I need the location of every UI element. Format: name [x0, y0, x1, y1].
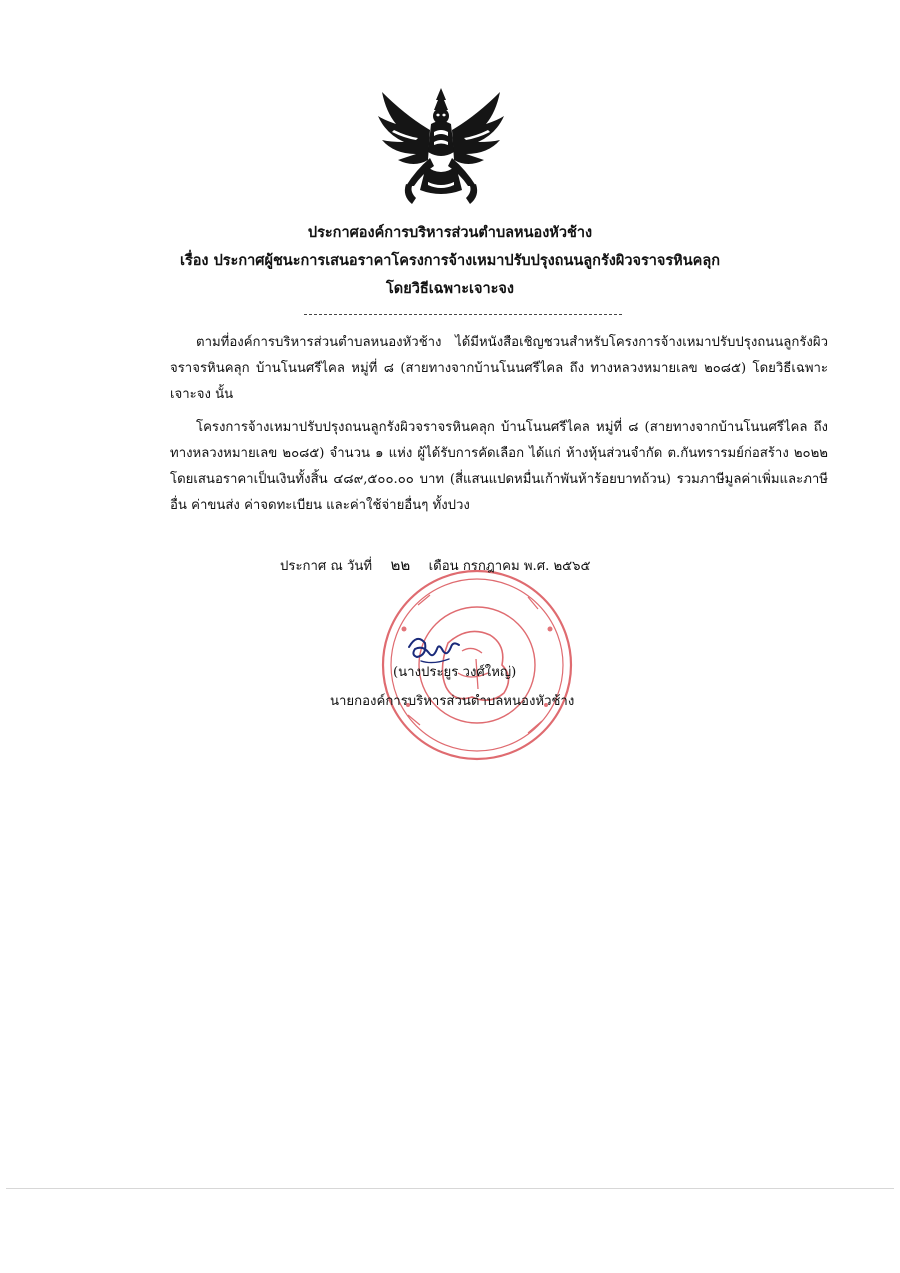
- announcement-title: ประกาศองค์การบริหารส่วนตำบลหนองหัวช้าง: [307, 224, 593, 241]
- date-day: ๒๒: [390, 556, 411, 574]
- garuda-emblem-icon: [376, 86, 506, 210]
- date-prefix: ประกาศ ณ วันที่: [280, 559, 373, 574]
- procurement-method: โดยวิธีเฉพาะเจาะจง: [386, 280, 514, 297]
- announcement-date: [280, 555, 591, 577]
- heading-divider: [304, 314, 622, 315]
- signatory-position: นายกองค์การบริหารส่วนตำบลหนองหัวช้าง: [330, 694, 575, 709]
- page-bottom-edge: [6, 1188, 894, 1189]
- signatory-name: (นางประยูร วงศ์ใหญ่): [393, 665, 517, 680]
- date-month-year: เดือน กรกฎาคม พ.ศ. ๒๕๖๕: [428, 559, 591, 574]
- announcement-subject: เรื่อง ประกาศผู้ชนะการเสนอราคาโครงการจ้างเหมาปรับปรุงถนนลูกรังผิวจราจรหินคลุก: [179, 252, 721, 269]
- body-paragraph-1: ตามที่องค์การบริหารส่วนตำบลหนองหัวช้าง ได้มีหนังสือเชิญชวนสำหรับโครงการจ้างเหมาปรับปรุงถนนลูกรังผิวจราจรหินคลุก บ้านโนนศรีไคล หมู่ที่ ๘ (สายทางจากบ้านโนนศรีไคล ถึง ทางหลวงหมายเลข ๒๐๘๕) โดยวิธีเฉพาะเจาะจง นั้น: [170, 335, 828, 402]
- body-paragraph-2: โครงการจ้างเหมาปรับปรุงถนนลูกรังผิวจราจรหินคลุก บ้านโนนศรีไคล หมู่ที่ ๘ (สายทางจากบ้านโนนศรีไคล ถึง ทางหลวงหมายเลข ๒๐๘๕) จำนวน ๑ แห่ง ผู้ได้รับการคัดเลือก ได้แก่ ห้างหุ้นส่วนจำกัด ต.กันทรารมย์ก่อสร้าง ๒๐๒๒ โดยเสนอราคาเป็นเงินทั้งสิ้น ๔๘๙,๕๐๐.๐๐ บาท (สี่แสนแปดหมื่นเก้าพันห้าร้อยบาทถ้วน) รวมภาษีมูลค่าเพิ่มและภาษีอื่น ค่าขนส่ง ค่าจดทะเบียน และค่าใช้จ่ายอื่นๆ ทั้งปวง: [170, 420, 828, 513]
